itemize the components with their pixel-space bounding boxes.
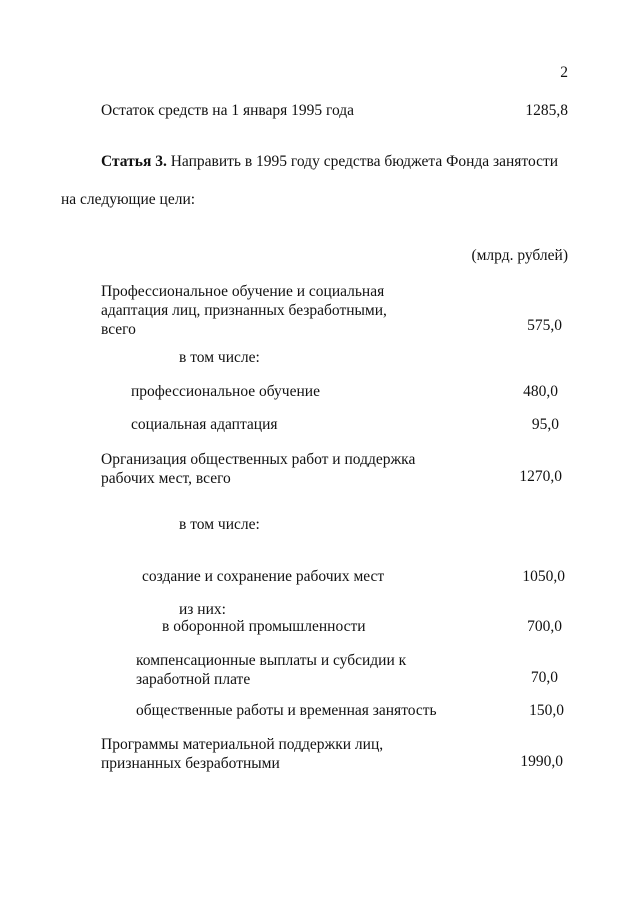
- social-adaptation-value: 95,0: [531, 416, 559, 433]
- compensation-line-2: заработной плате: [136, 671, 251, 688]
- compensation-value: 70,0: [530, 669, 558, 686]
- public-works-total-line-2: рабочих мест, всего: [101, 470, 231, 487]
- material-support-label: [101, 735, 383, 773]
- prof-training-total-line-3: всего: [101, 321, 136, 338]
- balance-value: 1285,8: [525, 102, 568, 119]
- prof-training-label: профессиональное обучение: [131, 383, 320, 400]
- prof-training-total-value: 575,0: [527, 317, 562, 334]
- page-number: 2: [560, 64, 568, 81]
- defense-industry-value: 700,0: [527, 618, 562, 635]
- temp-employment-value: 150,0: [529, 702, 564, 719]
- article-heading: Статья 3.: [101, 153, 167, 170]
- defense-industry-label: в оборонной промышленности: [162, 618, 366, 635]
- public-works-total-value: 1270,0: [519, 468, 562, 485]
- public-works-total-line-1: Организация общественных работ и поддержка: [101, 451, 416, 468]
- including-label-1: в том числе:: [179, 349, 260, 366]
- prof-training-value: 480,0: [523, 383, 558, 400]
- job-creation-label: создание и сохранение рабочих мест: [142, 568, 385, 585]
- public-works-total-label: [101, 450, 415, 488]
- temp-employment-label: общественные работы и временная занятость: [136, 702, 437, 719]
- prof-training-total-line-1: Профессиональное обучение и социальная: [101, 283, 385, 300]
- job-creation-value: 1050,0: [522, 568, 565, 585]
- article-text-1: Направить в 1995 году средства бюджета Фонда занятости: [166, 153, 559, 170]
- material-support-line-1: Программы материальной поддержки лиц,: [101, 736, 384, 753]
- compensation-label: [136, 651, 406, 689]
- of-which-label: из них:: [179, 601, 226, 618]
- article-text-2: на следующие цели:: [61, 191, 196, 208]
- unit-label: (млрд. рублей): [471, 247, 568, 264]
- balance-label: Остаток средств на 1 января 1995 года: [101, 102, 355, 119]
- prof-training-total-label: [101, 282, 387, 339]
- prof-training-total-line-2: адаптация лиц, признанных безработными,: [101, 302, 387, 319]
- including-label-2: в том числе:: [179, 516, 260, 533]
- compensation-line-1: компенсационные выплаты и субсидии к: [136, 652, 407, 669]
- material-support-line-2: признанных безработными: [101, 755, 280, 772]
- social-adaptation-label: социальная адаптация: [131, 416, 278, 433]
- material-support-value: 1990,0: [520, 753, 563, 770]
- article-line-1: [101, 152, 558, 171]
